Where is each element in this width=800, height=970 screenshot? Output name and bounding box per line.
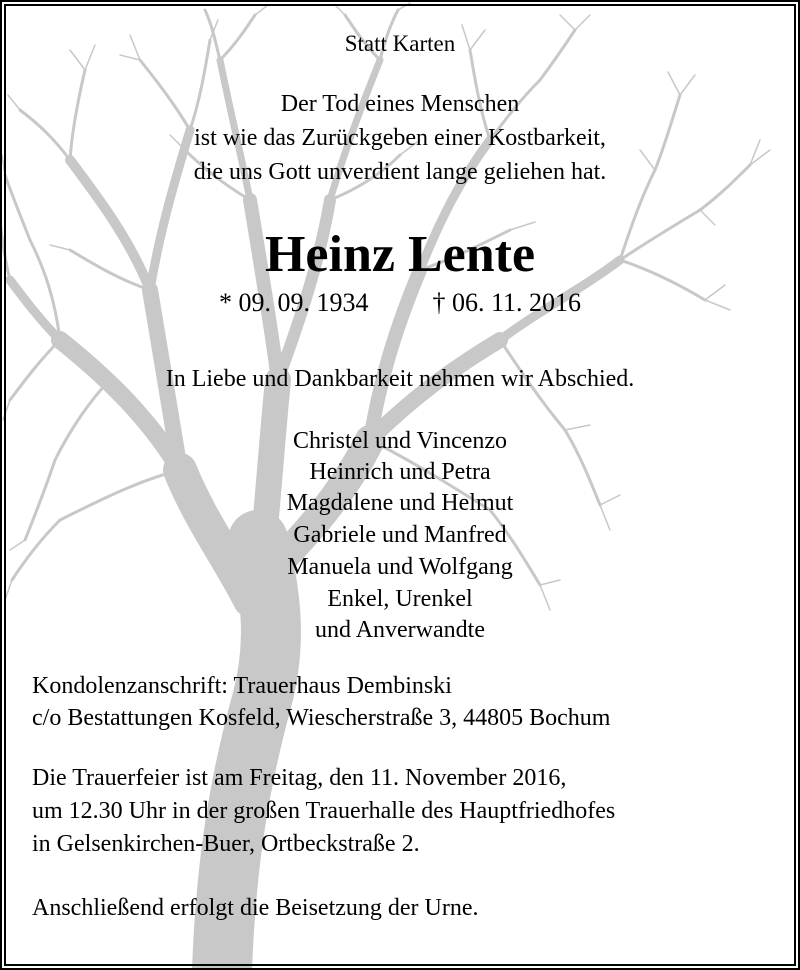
mourner-line: Christel und Vincenzo [292,428,508,454]
quote-line-3: die uns Gott unverdient lange geliehen hat. [193,159,607,185]
mourner-line: und Anverwandte [315,617,485,643]
mourner-line: Gabriele und Manfred [293,522,507,548]
mourner-line: Heinrich und Petra [309,459,491,485]
condolence-line-1: Kondolenzanschrift: Trauerhaus Dembinski [32,673,452,699]
header-statt-karten: Statt Karten [344,31,456,56]
life-dates [0,288,800,318]
deceased-name: Heinz Lente [264,226,536,283]
birth-date: * 09. 09. 1934 [218,288,369,317]
service-line-1: Die Trauerfeier ist am Freitag, den 11. November 2016, [32,765,567,791]
burial-line: Anschließend erfolgt die Beisetzung der Urne. [32,895,479,921]
quote-line-1: Der Tod eines Menschen [280,91,520,117]
mourner-line: Manuela und Wolfgang [287,554,513,580]
quote-line-2: ist wie das Zurückgeben einer Kostbarkeit, [194,125,606,151]
mourner-line: Magdalene und Helmut [286,490,514,516]
condolence-address: c/o Bestattungen Kosfeld, Wiescherstraße 3, 44805 Bochum [32,705,611,731]
farewell-line: In Liebe und Dankbarkeit nehmen wir Abschied. [165,366,635,392]
death-date: † 06. 11. 2016 [432,288,582,317]
mourner-line: Enkel, Urenkel [327,586,473,612]
service-line-3: in Gelsenkirchen-Buer, Ortbeckstraße 2. [32,831,420,857]
service-line-2: um 12.30 Uhr in der großen Trauerhalle des Hauptfriedhofes [32,798,616,824]
